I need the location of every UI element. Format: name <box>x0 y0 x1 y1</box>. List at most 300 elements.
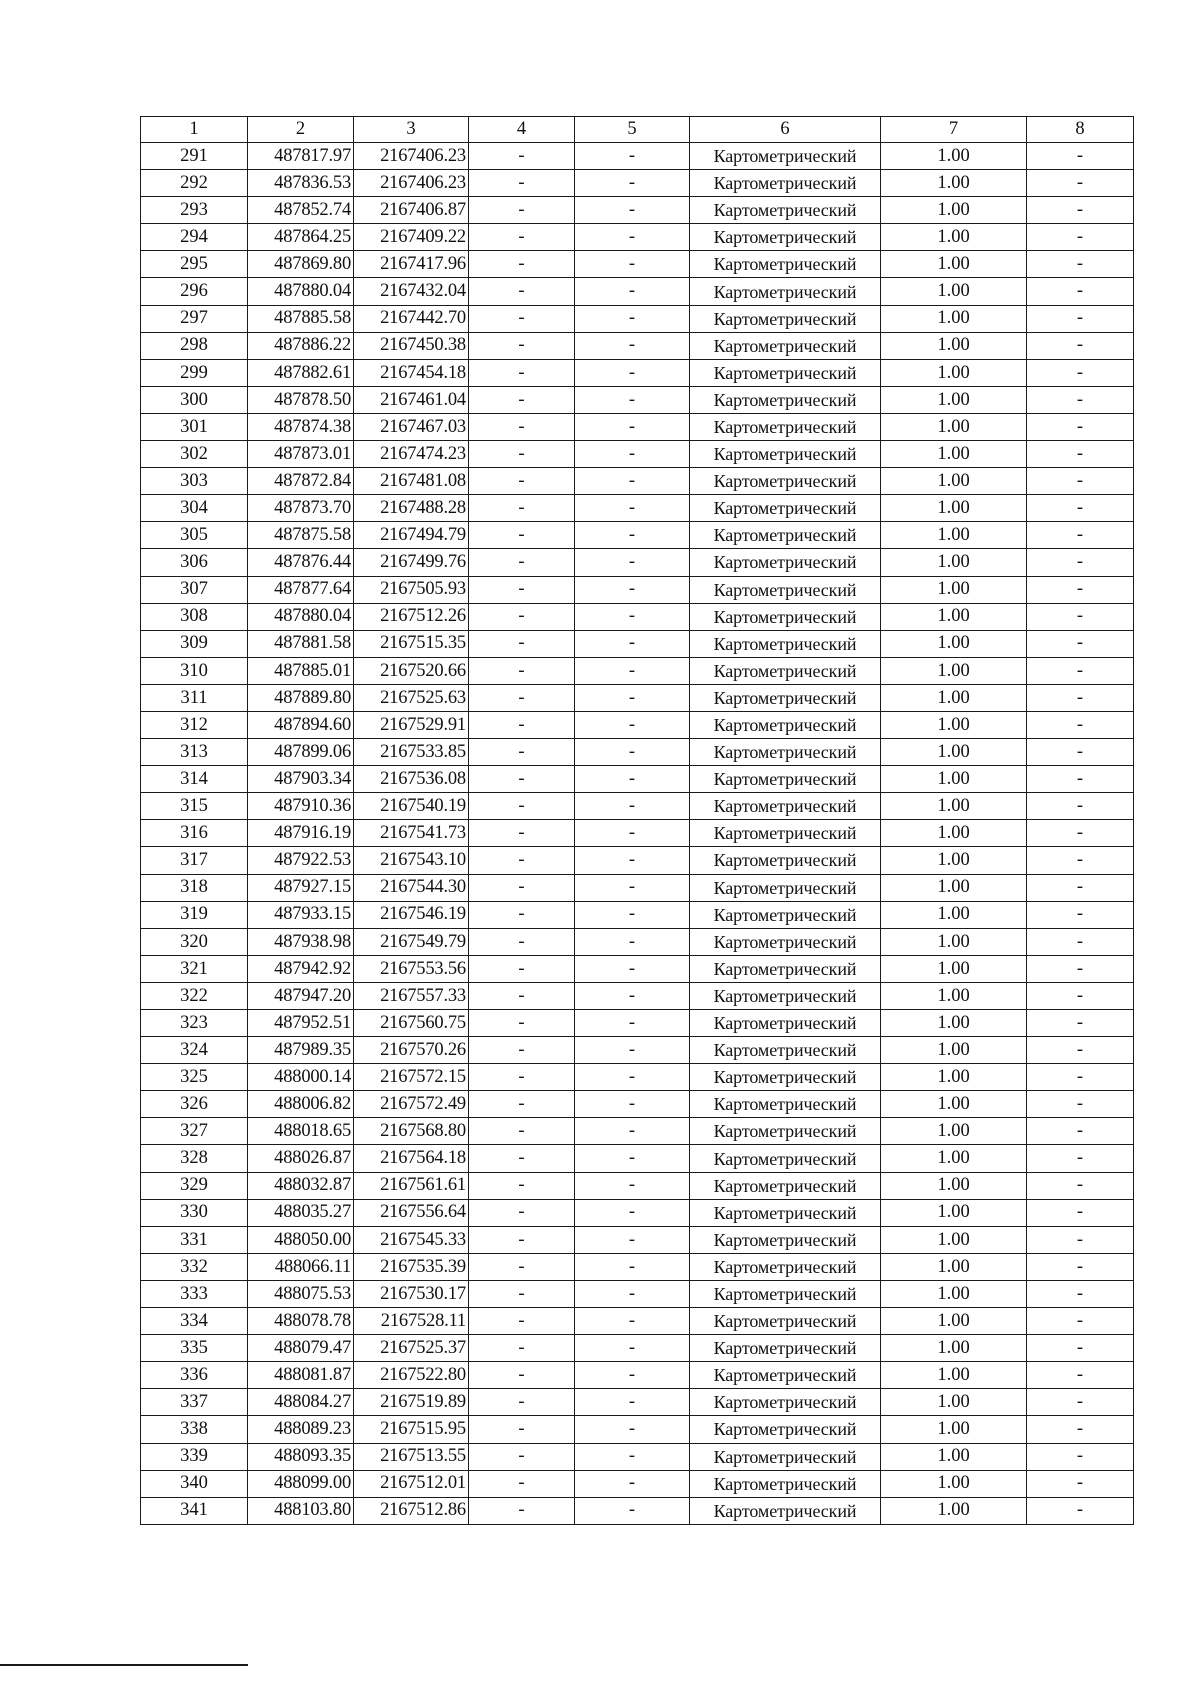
point-number-cell: 311 <box>141 684 248 711</box>
column-5-cell: - <box>575 1335 690 1362</box>
column-5-cell: - <box>575 847 690 874</box>
y-coordinate-cell: 2167454.18 <box>354 359 469 386</box>
point-number-cell: 302 <box>141 441 248 468</box>
column-header-8: 8 <box>1027 117 1134 143</box>
y-coordinate-cell: 2167540.19 <box>354 793 469 820</box>
accuracy-cell: 1.00 <box>881 386 1027 413</box>
x-coordinate-cell: 487880.04 <box>248 278 354 305</box>
table-row <box>141 1037 1134 1064</box>
column-8-cell: - <box>1027 441 1134 468</box>
method-cell: Картометрический <box>690 468 881 495</box>
method-cell: Картометрический <box>690 1118 881 1145</box>
accuracy-cell: 1.00 <box>881 197 1027 224</box>
column-header-7: 7 <box>881 117 1027 143</box>
column-5-cell: - <box>575 1497 690 1524</box>
method-cell: Картометрический <box>690 1010 881 1037</box>
column-4-cell: - <box>469 1037 575 1064</box>
table-row <box>141 224 1134 251</box>
column-8-cell: - <box>1027 224 1134 251</box>
table-row <box>141 359 1134 386</box>
table-row <box>141 1280 1134 1307</box>
table-row <box>141 332 1134 359</box>
y-coordinate-cell: 2167541.73 <box>354 820 469 847</box>
column-8-cell: - <box>1027 251 1134 278</box>
column-4-cell: - <box>469 901 575 928</box>
x-coordinate-cell: 487989.35 <box>248 1037 354 1064</box>
accuracy-cell: 1.00 <box>881 739 1027 766</box>
method-cell: Картометрический <box>690 251 881 278</box>
column-4-cell: - <box>469 1226 575 1253</box>
column-4-cell: - <box>469 982 575 1009</box>
table-row <box>141 549 1134 576</box>
x-coordinate-cell: 487864.25 <box>248 224 354 251</box>
column-8-cell: - <box>1027 955 1134 982</box>
method-cell: Картометрический <box>690 386 881 413</box>
accuracy-cell: 1.00 <box>881 1389 1027 1416</box>
point-number-cell: 318 <box>141 874 248 901</box>
table-row <box>141 1389 1134 1416</box>
table-row <box>141 1118 1134 1145</box>
point-number-cell: 304 <box>141 495 248 522</box>
column-5-cell: - <box>575 1199 690 1226</box>
method-cell: Картометрический <box>690 1253 881 1280</box>
column-8-cell: - <box>1027 495 1134 522</box>
column-8-cell: - <box>1027 1280 1134 1307</box>
point-number-cell: 305 <box>141 522 248 549</box>
method-cell: Картометрический <box>690 1416 881 1443</box>
column-5-cell: - <box>575 143 690 170</box>
y-coordinate-cell: 2167545.33 <box>354 1226 469 1253</box>
method-cell: Картометрический <box>690 1226 881 1253</box>
table-row <box>141 1064 1134 1091</box>
column-8-cell: - <box>1027 278 1134 305</box>
accuracy-cell: 1.00 <box>881 170 1027 197</box>
method-cell: Картометрический <box>690 1362 881 1389</box>
table-row <box>141 1443 1134 1470</box>
x-coordinate-cell: 487894.60 <box>248 711 354 738</box>
table-row <box>141 143 1134 170</box>
y-coordinate-cell: 2167572.15 <box>354 1064 469 1091</box>
method-cell: Картометрический <box>690 657 881 684</box>
column-4-cell: - <box>469 278 575 305</box>
method-cell: Картометрический <box>690 739 881 766</box>
column-5-cell: - <box>575 197 690 224</box>
point-number-cell: 299 <box>141 359 248 386</box>
method-cell: Картометрический <box>690 847 881 874</box>
x-coordinate-cell: 487878.50 <box>248 386 354 413</box>
column-8-cell: - <box>1027 197 1134 224</box>
y-coordinate-cell: 2167568.80 <box>354 1118 469 1145</box>
column-5-cell: - <box>575 820 690 847</box>
y-coordinate-cell: 2167450.38 <box>354 332 469 359</box>
point-number-cell: 333 <box>141 1280 248 1307</box>
point-number-cell: 306 <box>141 549 248 576</box>
method-cell: Картометрический <box>690 793 881 820</box>
column-5-cell: - <box>575 1172 690 1199</box>
method-cell: Картометрический <box>690 576 881 603</box>
point-number-cell: 336 <box>141 1362 248 1389</box>
method-cell: Картометрический <box>690 1335 881 1362</box>
accuracy-cell: 1.00 <box>881 603 1027 630</box>
method-cell: Картометрический <box>690 684 881 711</box>
accuracy-cell: 1.00 <box>881 441 1027 468</box>
point-number-cell: 315 <box>141 793 248 820</box>
method-cell: Картометрический <box>690 1199 881 1226</box>
x-coordinate-cell: 488099.00 <box>248 1470 354 1497</box>
table-row <box>141 874 1134 901</box>
point-number-cell: 314 <box>141 766 248 793</box>
point-number-cell: 317 <box>141 847 248 874</box>
column-5-cell: - <box>575 1362 690 1389</box>
y-coordinate-cell: 2167525.37 <box>354 1335 469 1362</box>
table-row <box>141 711 1134 738</box>
method-cell: Картометрический <box>690 874 881 901</box>
x-coordinate-cell: 487876.44 <box>248 549 354 576</box>
method-cell: Картометрический <box>690 549 881 576</box>
table-row <box>141 1362 1134 1389</box>
x-coordinate-cell: 487927.15 <box>248 874 354 901</box>
table-row <box>141 657 1134 684</box>
column-4-cell: - <box>469 928 575 955</box>
point-number-cell: 303 <box>141 468 248 495</box>
accuracy-cell: 1.00 <box>881 1253 1027 1280</box>
column-4-cell: - <box>469 684 575 711</box>
point-number-cell: 335 <box>141 1335 248 1362</box>
column-8-cell: - <box>1027 170 1134 197</box>
table-row <box>141 522 1134 549</box>
column-4-cell: - <box>469 522 575 549</box>
x-coordinate-cell: 488018.65 <box>248 1118 354 1145</box>
table-row <box>141 1226 1134 1253</box>
point-number-cell: 330 <box>141 1199 248 1226</box>
x-coordinate-cell: 488035.27 <box>248 1199 354 1226</box>
column-8-cell: - <box>1027 522 1134 549</box>
column-8-cell: - <box>1027 982 1134 1009</box>
column-4-cell: - <box>469 1497 575 1524</box>
x-coordinate-cell: 487880.04 <box>248 603 354 630</box>
point-number-cell: 323 <box>141 1010 248 1037</box>
method-cell: Картометрический <box>690 359 881 386</box>
y-coordinate-cell: 2167520.66 <box>354 657 469 684</box>
column-5-cell: - <box>575 386 690 413</box>
table-row <box>141 847 1134 874</box>
table-row <box>141 170 1134 197</box>
column-4-cell: - <box>469 1308 575 1335</box>
column-5-cell: - <box>575 359 690 386</box>
column-5-cell: - <box>575 1470 690 1497</box>
column-5-cell: - <box>575 1010 690 1037</box>
accuracy-cell: 1.00 <box>881 901 1027 928</box>
y-coordinate-cell: 2167546.19 <box>354 901 469 928</box>
y-coordinate-cell: 2167528.11 <box>354 1308 469 1335</box>
point-number-cell: 310 <box>141 657 248 684</box>
y-coordinate-cell: 2167533.85 <box>354 739 469 766</box>
x-coordinate-cell: 488089.23 <box>248 1416 354 1443</box>
column-5-cell: - <box>575 1443 690 1470</box>
point-number-cell: 325 <box>141 1064 248 1091</box>
column-5-cell: - <box>575 874 690 901</box>
point-number-cell: 309 <box>141 630 248 657</box>
column-8-cell: - <box>1027 386 1134 413</box>
column-4-cell: - <box>469 1443 575 1470</box>
y-coordinate-cell: 2167512.86 <box>354 1497 469 1524</box>
column-4-cell: - <box>469 1416 575 1443</box>
column-8-cell: - <box>1027 359 1134 386</box>
x-coordinate-cell: 487881.58 <box>248 630 354 657</box>
point-number-cell: 322 <box>141 982 248 1009</box>
column-5-cell: - <box>575 495 690 522</box>
point-number-cell: 332 <box>141 1253 248 1280</box>
point-number-cell: 337 <box>141 1389 248 1416</box>
x-coordinate-cell: 487886.22 <box>248 332 354 359</box>
x-coordinate-cell: 488050.00 <box>248 1226 354 1253</box>
point-number-cell: 301 <box>141 413 248 440</box>
column-5-cell: - <box>575 441 690 468</box>
method-cell: Картометрический <box>690 955 881 982</box>
column-4-cell: - <box>469 576 575 603</box>
point-number-cell: 313 <box>141 739 248 766</box>
column-5-cell: - <box>575 928 690 955</box>
coordinates-table <box>140 116 1134 1525</box>
column-8-cell: - <box>1027 1416 1134 1443</box>
accuracy-cell: 1.00 <box>881 1280 1027 1307</box>
column-4-cell: - <box>469 711 575 738</box>
column-8-cell: - <box>1027 711 1134 738</box>
point-number-cell: 296 <box>141 278 248 305</box>
x-coordinate-cell: 487903.34 <box>248 766 354 793</box>
x-coordinate-cell: 488081.87 <box>248 1362 354 1389</box>
accuracy-cell: 1.00 <box>881 251 1027 278</box>
table-row <box>141 495 1134 522</box>
table-row <box>141 576 1134 603</box>
table-row <box>141 413 1134 440</box>
x-coordinate-cell: 487910.36 <box>248 793 354 820</box>
column-4-cell: - <box>469 359 575 386</box>
accuracy-cell: 1.00 <box>881 820 1027 847</box>
accuracy-cell: 1.00 <box>881 1172 1027 1199</box>
y-coordinate-cell: 2167515.95 <box>354 1416 469 1443</box>
x-coordinate-cell: 487873.70 <box>248 495 354 522</box>
column-5-cell: - <box>575 251 690 278</box>
accuracy-cell: 1.00 <box>881 1199 1027 1226</box>
point-number-cell: 321 <box>141 955 248 982</box>
table-row <box>141 1497 1134 1524</box>
column-8-cell: - <box>1027 1497 1134 1524</box>
accuracy-cell: 1.00 <box>881 955 1027 982</box>
column-8-cell: - <box>1027 739 1134 766</box>
column-4-cell: - <box>469 170 575 197</box>
column-8-cell: - <box>1027 1064 1134 1091</box>
y-coordinate-cell: 2167406.87 <box>354 197 469 224</box>
method-cell: Картометрический <box>690 143 881 170</box>
column-5-cell: - <box>575 1308 690 1335</box>
y-coordinate-cell: 2167461.04 <box>354 386 469 413</box>
table-row <box>141 1335 1134 1362</box>
column-4-cell: - <box>469 955 575 982</box>
column-4-cell: - <box>469 1199 575 1226</box>
accuracy-cell: 1.00 <box>881 1145 1027 1172</box>
x-coordinate-cell: 487885.01 <box>248 657 354 684</box>
accuracy-cell: 1.00 <box>881 847 1027 874</box>
y-coordinate-cell: 2167536.08 <box>354 766 469 793</box>
y-coordinate-cell: 2167570.26 <box>354 1037 469 1064</box>
column-5-cell: - <box>575 1037 690 1064</box>
column-5-cell: - <box>575 576 690 603</box>
x-coordinate-cell: 487872.84 <box>248 468 354 495</box>
column-4-cell: - <box>469 766 575 793</box>
table-row <box>141 982 1134 1009</box>
accuracy-cell: 1.00 <box>881 874 1027 901</box>
x-coordinate-cell: 487869.80 <box>248 251 354 278</box>
column-8-cell: - <box>1027 766 1134 793</box>
x-coordinate-cell: 487942.92 <box>248 955 354 982</box>
column-4-cell: - <box>469 495 575 522</box>
column-5-cell: - <box>575 332 690 359</box>
accuracy-cell: 1.00 <box>881 1037 1027 1064</box>
column-5-cell: - <box>575 305 690 332</box>
column-4-cell: - <box>469 251 575 278</box>
column-4-cell: - <box>469 1362 575 1389</box>
x-coordinate-cell: 487952.51 <box>248 1010 354 1037</box>
column-5-cell: - <box>575 1253 690 1280</box>
point-number-cell: 292 <box>141 170 248 197</box>
column-5-cell: - <box>575 1118 690 1145</box>
column-8-cell: - <box>1027 468 1134 495</box>
column-5-cell: - <box>575 1226 690 1253</box>
accuracy-cell: 1.00 <box>881 332 1027 359</box>
x-coordinate-cell: 487916.19 <box>248 820 354 847</box>
column-5-cell: - <box>575 522 690 549</box>
point-number-cell: 338 <box>141 1416 248 1443</box>
accuracy-cell: 1.00 <box>881 305 1027 332</box>
column-8-cell: - <box>1027 1443 1134 1470</box>
column-4-cell: - <box>469 1118 575 1145</box>
table-row <box>141 251 1134 278</box>
x-coordinate-cell: 487874.38 <box>248 413 354 440</box>
column-4-cell: - <box>469 441 575 468</box>
method-cell: Картометрический <box>690 1308 881 1335</box>
method-cell: Картометрический <box>690 332 881 359</box>
column-8-cell: - <box>1027 1470 1134 1497</box>
point-number-cell: 319 <box>141 901 248 928</box>
table-row <box>141 1470 1134 1497</box>
accuracy-cell: 1.00 <box>881 766 1027 793</box>
y-coordinate-cell: 2167515.35 <box>354 630 469 657</box>
y-coordinate-cell: 2167572.49 <box>354 1091 469 1118</box>
column-4-cell: - <box>469 332 575 359</box>
column-8-cell: - <box>1027 1362 1134 1389</box>
table-row <box>141 955 1134 982</box>
table-row <box>141 197 1134 224</box>
method-cell: Картометрический <box>690 495 881 522</box>
accuracy-cell: 1.00 <box>881 468 1027 495</box>
point-number-cell: 320 <box>141 928 248 955</box>
accuracy-cell: 1.00 <box>881 576 1027 603</box>
table-row <box>141 901 1134 928</box>
point-number-cell: 340 <box>141 1470 248 1497</box>
column-4-cell: - <box>469 1010 575 1037</box>
y-coordinate-cell: 2167530.17 <box>354 1280 469 1307</box>
column-8-cell: - <box>1027 549 1134 576</box>
method-cell: Картометрический <box>690 1172 881 1199</box>
y-coordinate-cell: 2167406.23 <box>354 143 469 170</box>
column-4-cell: - <box>469 1389 575 1416</box>
y-coordinate-cell: 2167406.23 <box>354 170 469 197</box>
column-4-cell: - <box>469 793 575 820</box>
y-coordinate-cell: 2167549.79 <box>354 928 469 955</box>
y-coordinate-cell: 2167499.76 <box>354 549 469 576</box>
column-4-cell: - <box>469 603 575 630</box>
table-row <box>141 1199 1134 1226</box>
method-cell: Картометрический <box>690 1145 881 1172</box>
y-coordinate-cell: 2167535.39 <box>354 1253 469 1280</box>
column-8-cell: - <box>1027 793 1134 820</box>
y-coordinate-cell: 2167557.33 <box>354 982 469 1009</box>
x-coordinate-cell: 488075.53 <box>248 1280 354 1307</box>
x-coordinate-cell: 487938.98 <box>248 928 354 955</box>
y-coordinate-cell: 2167432.04 <box>354 278 469 305</box>
table-row <box>141 1145 1134 1172</box>
point-number-cell: 329 <box>141 1172 248 1199</box>
column-5-cell: - <box>575 1064 690 1091</box>
x-coordinate-cell: 488093.35 <box>248 1443 354 1470</box>
y-coordinate-cell: 2167409.22 <box>354 224 469 251</box>
column-8-cell: - <box>1027 820 1134 847</box>
method-cell: Картометрический <box>690 224 881 251</box>
accuracy-cell: 1.00 <box>881 1308 1027 1335</box>
column-4-cell: - <box>469 1253 575 1280</box>
x-coordinate-cell: 487836.53 <box>248 170 354 197</box>
column-8-cell: - <box>1027 413 1134 440</box>
point-number-cell: 326 <box>141 1091 248 1118</box>
accuracy-cell: 1.00 <box>881 982 1027 1009</box>
column-5-cell: - <box>575 468 690 495</box>
column-4-cell: - <box>469 630 575 657</box>
accuracy-cell: 1.00 <box>881 1497 1027 1524</box>
point-number-cell: 298 <box>141 332 248 359</box>
y-coordinate-cell: 2167561.61 <box>354 1172 469 1199</box>
accuracy-cell: 1.00 <box>881 1091 1027 1118</box>
column-4-cell: - <box>469 1091 575 1118</box>
table-row <box>141 1308 1134 1335</box>
y-coordinate-cell: 2167512.26 <box>354 603 469 630</box>
x-coordinate-cell: 488084.27 <box>248 1389 354 1416</box>
column-4-cell: - <box>469 386 575 413</box>
y-coordinate-cell: 2167512.01 <box>354 1470 469 1497</box>
method-cell: Картометрический <box>690 1497 881 1524</box>
table-row <box>141 793 1134 820</box>
accuracy-cell: 1.00 <box>881 549 1027 576</box>
method-cell: Картометрический <box>690 522 881 549</box>
x-coordinate-cell: 487885.58 <box>248 305 354 332</box>
column-4-cell: - <box>469 1172 575 1199</box>
x-coordinate-cell: 487882.61 <box>248 359 354 386</box>
x-coordinate-cell: 487852.74 <box>248 197 354 224</box>
column-8-cell: - <box>1027 657 1134 684</box>
column-5-cell: - <box>575 549 690 576</box>
table-row <box>141 441 1134 468</box>
column-8-cell: - <box>1027 630 1134 657</box>
column-4-cell: - <box>469 1470 575 1497</box>
x-coordinate-cell: 488079.47 <box>248 1335 354 1362</box>
x-coordinate-cell: 488026.87 <box>248 1145 354 1172</box>
column-8-cell: - <box>1027 901 1134 928</box>
column-8-cell: - <box>1027 1253 1134 1280</box>
point-number-cell: 339 <box>141 1443 248 1470</box>
column-4-cell: - <box>469 657 575 684</box>
method-cell: Картометрический <box>690 305 881 332</box>
point-number-cell: 293 <box>141 197 248 224</box>
